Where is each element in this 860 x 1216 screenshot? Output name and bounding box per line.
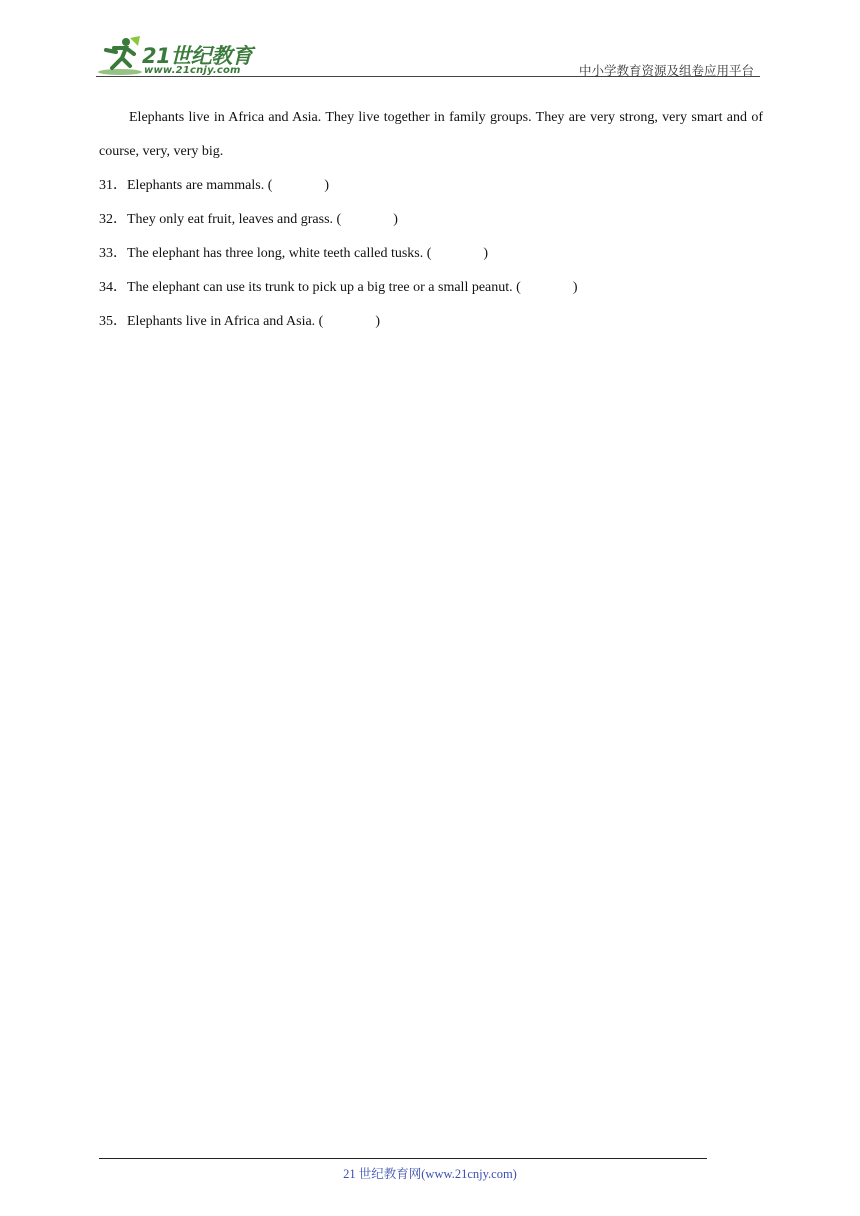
question-number: 35． [99,314,127,329]
question-text: Elephants are mammals. ( [127,178,273,193]
runner-logo-icon [96,34,144,78]
footer-link[interactable]: 21 世纪教育网(www.21cnjy.com) [343,1167,517,1181]
question-close: ) [393,212,398,227]
question-item [99,169,763,203]
question-item [99,237,763,271]
question-item [99,203,763,237]
question-close: ) [572,280,578,295]
page-header [96,34,760,78]
question-number: 34． [99,280,127,295]
question-close: ) [324,178,330,193]
logo-url: www.21cnjy.com [144,65,241,76]
question-close: ) [375,314,381,329]
question-text: They only eat fruit, leaves and grass. ( [127,212,342,227]
header-divider [96,76,760,77]
site-logo [96,34,266,78]
document-body [99,101,763,339]
question-number: 32． [99,212,127,227]
question-close: ) [483,246,489,261]
logo-wordmark: 21世纪教育 [142,44,253,68]
reading-passage: Elephants live in Africa and Asia. They live together in family groups. They are very strong, very smart and of course, very, very big. [99,110,763,159]
question-number: 31． [99,178,127,193]
question-text: Elephants live in Africa and Asia. ( [127,314,324,329]
question-item [99,305,763,339]
question-text: The elephant has three long, white teeth called tusks. ( [127,246,432,261]
question-text: The elephant can use its trunk to pick up a big tree or a small peanut. ( [127,280,521,295]
question-item [99,271,763,305]
footer-divider [99,1158,707,1159]
platform-title: 中小学教育资源及组卷应用平台 [578,63,754,78]
question-number: 33． [99,246,127,261]
